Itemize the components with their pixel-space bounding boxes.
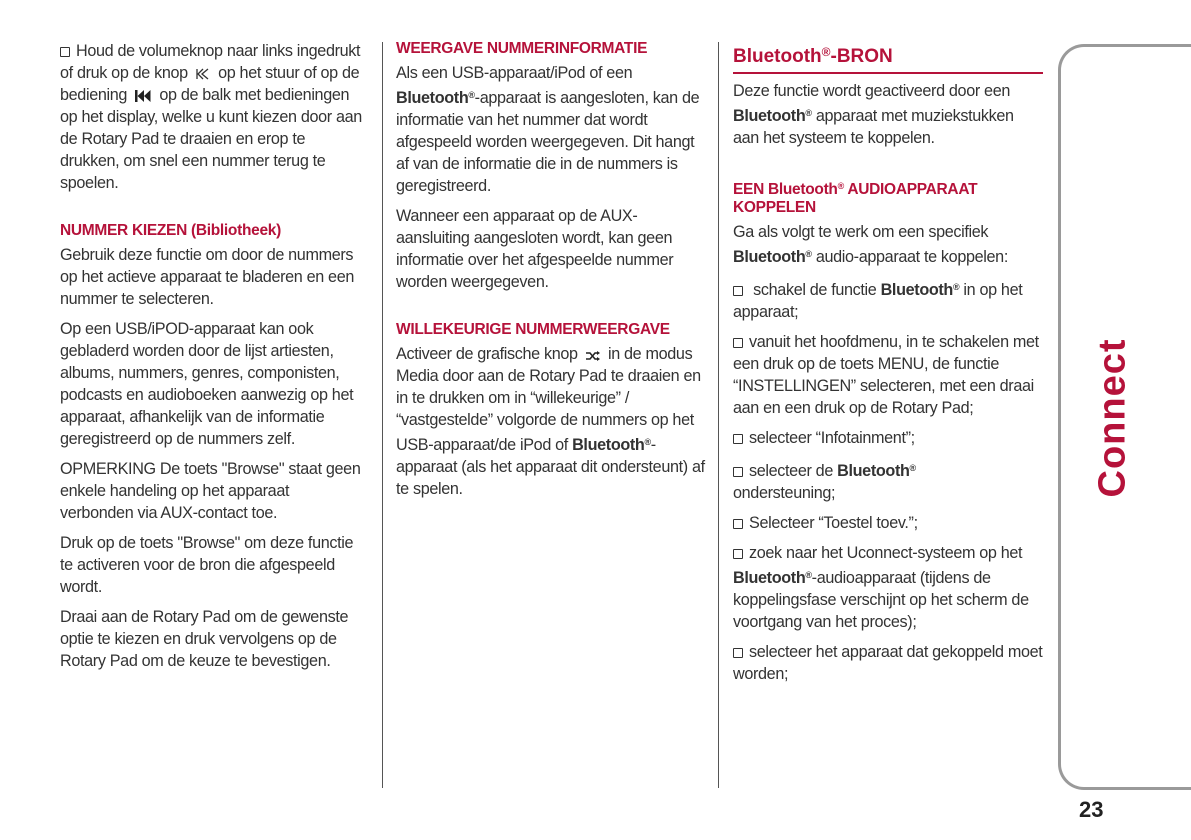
list-item: zoek naar het Uconnect-systeem op het Bluetooth®-audioapparaat (tijdens de koppelingsfase verschijnt op het scherm de voortgang van het proces); (733, 544, 1029, 631)
checkbox-bullet-icon (733, 519, 743, 529)
paragraph: Activeer de grafische knop in de modus Media door aan de Rotary Pad te draaien en in te drukken om in “willekeurige” / “vastgestelde” volgorde de nummers op het USB-apparaat/de iPod of Bluetooth®-apparaat (als het apparaat dit ondersteunt) af te spelen. (396, 345, 705, 498)
list-item: vanuit het hoofdmenu, in te schakelen met een druk op de toets MENU, de functie “INSTELLINGEN” selecteren, met een draai aan en een druk op de Rotary Pad; (733, 333, 1039, 417)
column-left (60, 40, 365, 680)
checkbox-bullet-icon (733, 549, 743, 559)
heading-nummer-kiezen: NUMMER KIEZEN (Bibliotheek) (60, 222, 281, 239)
list-item: Selecteer “Toestel toev.”; (733, 512, 1043, 534)
column-divider (382, 42, 383, 788)
list-item: selecteer het apparaat dat gekoppeld moet worden; (733, 643, 1043, 683)
column-divider (718, 42, 719, 788)
checkbox-bullet-icon (733, 338, 743, 348)
previous-track-icon (196, 68, 210, 80)
paragraph: Wanneer een apparaat op de AUX-aansluiting aangesloten wordt, kan geen informatie over het afgespeelde nummer worden weergegeven. (396, 207, 674, 291)
heading-bluetooth-koppelen: EEN Bluetooth® AUDIOAPPARAAT KOPPELEN (733, 181, 978, 216)
shuffle-icon (586, 351, 600, 361)
page-number: 23 (1079, 797, 1104, 822)
chapter-tab-label: Connect (1091, 338, 1134, 498)
checkbox-bullet-icon (733, 467, 743, 477)
column-middle (396, 40, 706, 508)
paragraph: Deze functie wordt geactiveerd door een Bluetooth® apparaat met muziekstukken aan het systeem te koppelen. (733, 82, 1014, 147)
checkbox-bullet-icon (733, 434, 743, 444)
paragraph-rewind: Houd de volumeknop naar links ingedrukt of druk op de knop op het stuur of op de bediening op de balk met bedieningen op het display, welke u kunt kiezen door aan de Rotary Pad te draaien en erop te drukken, om snel een nummer terug te spoelen. (60, 42, 362, 192)
heading-weergave-nummerinformatie: WEERGAVE NUMMERINFORMATIE (396, 40, 648, 57)
list-item: schakel de functie Bluetooth® in op het apparaat; (733, 281, 1023, 321)
paragraph: Als een USB-apparaat/iPod of een Bluetooth®-apparaat is aangesloten, kan de informatie van het nummer dat wordt afgespeeld worden weergegeven. Dit hangt af van de informatie die in de nummers is geregistreerd. (396, 64, 700, 195)
checkbox-bullet-icon (60, 47, 70, 57)
paragraph: Ga als volgt te werk om een specifiek Bluetooth® audio-apparaat te koppelen: (733, 223, 1008, 266)
paragraph: Op een USB/iPOD-apparaat kan ook gebladerd worden door de lijst artiesten, albums, nummers, genres, componisten, podcasts en audioboeken aanwezig op het apparaat, afhankelijk van de informatie geregistreerd op de nummers zelf. (60, 320, 354, 448)
heading-willekeurige-nummerweergave: WILLEKEURIGE NUMMERWEERGAVE (396, 321, 670, 338)
skip-back-icon (135, 90, 151, 102)
column-right (733, 40, 1043, 693)
paragraph-note: OPMERKING De toets "Browse" staat geen enkele handeling op het apparaat verbonden via AUX-contact toe. (60, 460, 361, 522)
list-item: selecteer de Bluetooth® ondersteuning; (733, 462, 916, 502)
checkbox-bullet-icon (733, 286, 743, 296)
paragraph: Druk op de toets "Browse" om deze functie te activeren voor de bron die afgespeeld wordt. (60, 534, 354, 596)
paragraph: Gebruik deze functie om door de nummers op het actieve apparaat te bladeren en een nummer te selecteren. (60, 246, 355, 308)
checkbox-bullet-icon (733, 648, 743, 658)
section-title-bluetooth-bron: Bluetooth®-BRON (733, 40, 1043, 74)
paragraph: Draai aan de Rotary Pad om de gewenste optie te kiezen en druk vervolgens op de Rotary Pad om de keuze te bevestigen. (60, 608, 349, 670)
list-item: selecteer “Infotainment”; (733, 427, 1043, 449)
